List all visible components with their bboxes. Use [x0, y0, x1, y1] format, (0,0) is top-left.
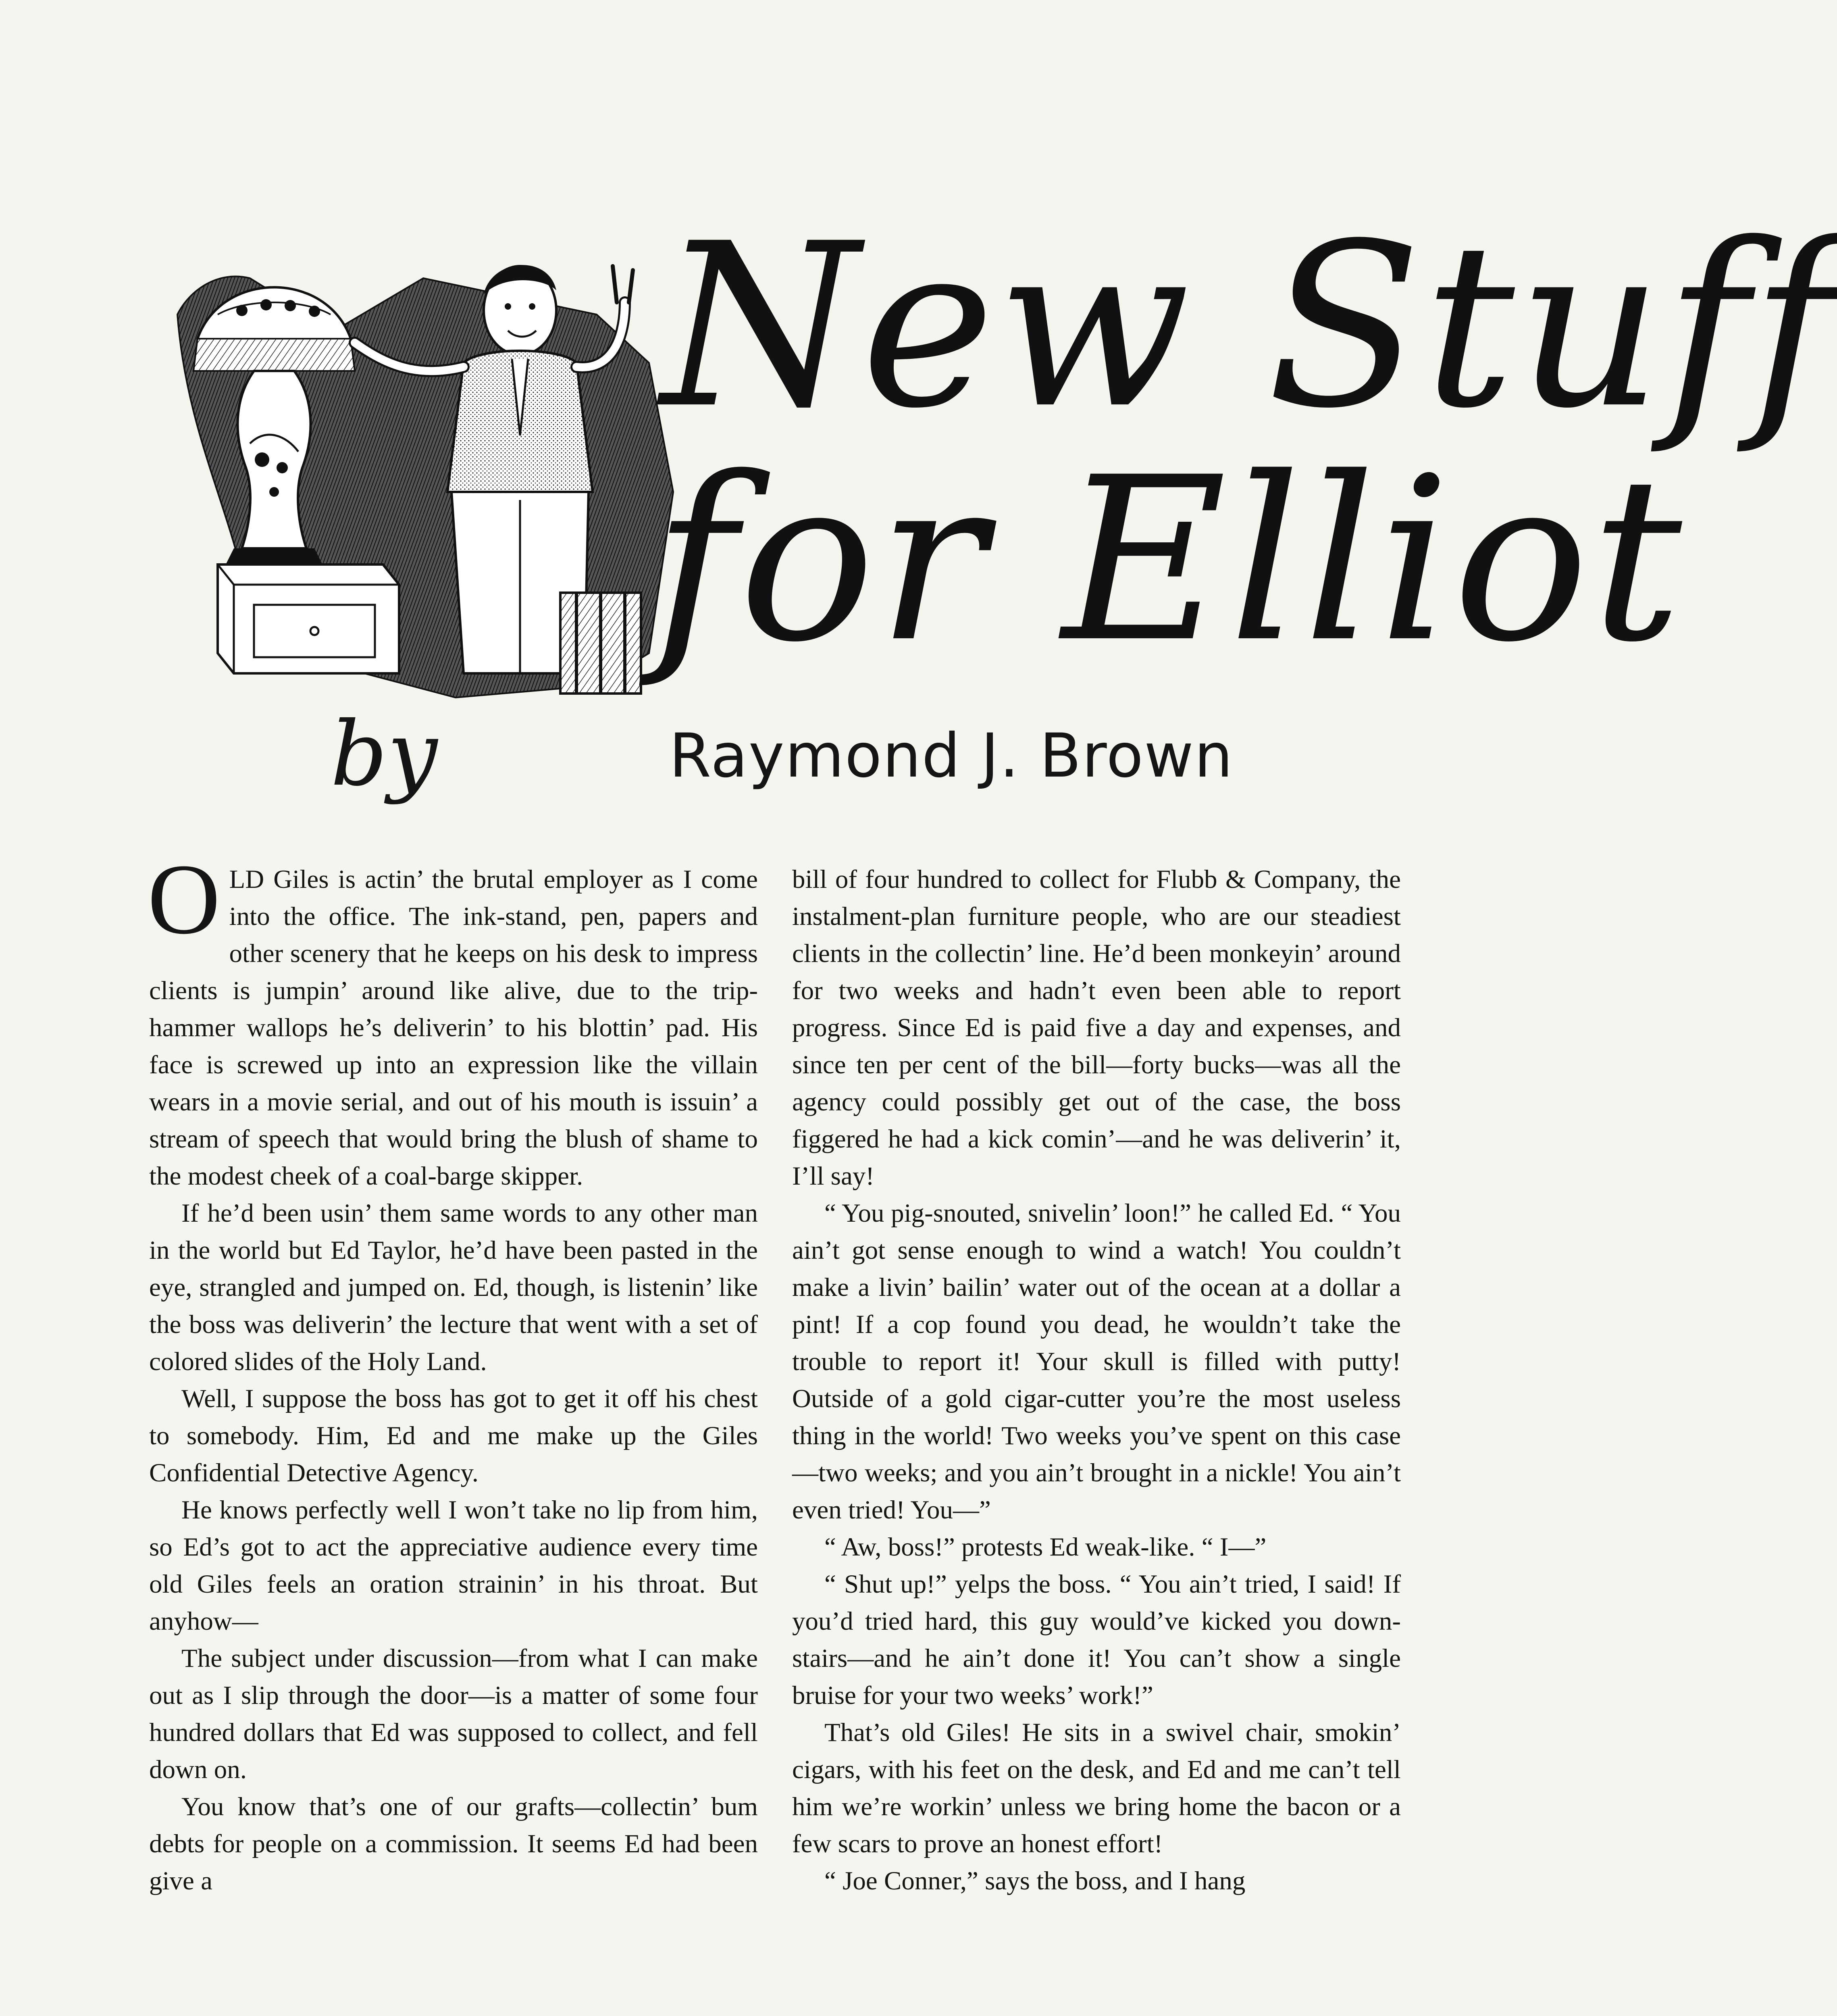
paragraph: “ Aw, boss!” protests Ed weak-like. “ I—” — [824, 1533, 1267, 1562]
text-column-left — [148, 843, 758, 1899]
paragraph: He knows perfectly well I won’t take no lip from him, so Ed’s got to act the appreciative audience every time old Giles feels an oration strainin’ in his throat. But anyhow— — [149, 1495, 758, 1636]
paragraph: bill of four hundred to collect for Flubb & Company, the instalment-plan furniture people, who are our steadiest clients in the collectin’ line. He’d been monkeyin’ around for two weeks and hadn’t even been able to report progress. Since Ed is paid five a day and expenses, and since ten per cent of the bill—forty bucks—was all the agency could possibly get out of the case, the boss figgered he had a kick comin’—and he was deliverin’ it, I’ll say! — [792, 865, 1401, 1191]
drop-cap: O — [148, 843, 221, 955]
paragraph: “ Joe Conner,” says the boss, and I hang — [824, 1866, 1246, 1895]
paragraph: Well, I suppose the boss has got to get it off his chest to somebody. Him, Ed and me make up the Giles Confidential Detective Agency. — [149, 1384, 758, 1487]
paragraph: “ Shut up!” yelps the boss. “ You ain’t tried, I said! If you’d tried hard, this guy would’ve kicked you down-stairs—and he ain’t done it! You can’t show a single bruise for your two weeks’ work!” — [792, 1570, 1401, 1710]
paragraph: You know that’s one of our grafts—collectin’ bum debts for people on a commission. It seems Ed had been give a — [149, 1792, 758, 1895]
title-line-1: New Stuff — [661, 195, 1837, 458]
paragraph: That’s old Giles! He sits in a swivel chair, smokin’ cigars, with his feet on the desk, and Ed and me can’t tell him we’re workin’ unless we bring home the bacon or a few scars to prove an honest effort! — [792, 1718, 1401, 1858]
desk-icon — [218, 564, 399, 673]
paragraph-text: LD Giles is actin’ the brutal employer as I come into the office. The ink-stand, pen, papers and other scenery that he keeps on his desk to impress clients is jumpin’ around like alive, due to the trip-hammer wallops he’s deliverin’ to his blottin’ pad. His face is screwed up into an expression like the villain wears in a movie serial, and out of his mouth is issuin’ a stream of speech that would bring the blush of shame to the modest cheek of a coal-barge skipper. — [149, 865, 758, 1191]
text-column-right — [792, 861, 1401, 1899]
paragraph — [148, 843, 758, 1195]
paragraph: The subject under discussion—from what I can make out as I slip through the door—is a matter of some four hundred dollars that Ed was supposed to collect, and fell down on. — [149, 1644, 758, 1784]
byline — [331, 702, 1298, 814]
byline-by: by — [331, 702, 438, 806]
story-title — [629, 185, 1837, 722]
paragraph: If he’d been usin’ them same words to any other man in the world but Ed Taylor, he’d have been pasted in the eye, strangled and jumped on. Ed, though, is listenin’ like the boss was deliverin’ the lecture that went with a set of colored slides of the Holy Land. — [149, 1199, 758, 1376]
title-line-2: for Elliot — [653, 429, 1685, 692]
author-name: Raymond J. Brown — [669, 721, 1234, 791]
paragraph: “ You pig-snouted, snivelin’ loon!” he called Ed. “ You ain’t got sense enough to wind a watch! You couldn’t make a livin’ bailin’ water out of the ocean at a dollar a pint! If a cop found you dead, he wouldn’t take the trouble to report it! Your skull is filled with putty! Outside of a gold cigar-cutter you’re the most useless thing in the world! Two weeks you’ve spent on this case—two weeks; and you ain’t brought in a nickle! You ain’t even tried! You—” — [792, 1199, 1401, 1524]
